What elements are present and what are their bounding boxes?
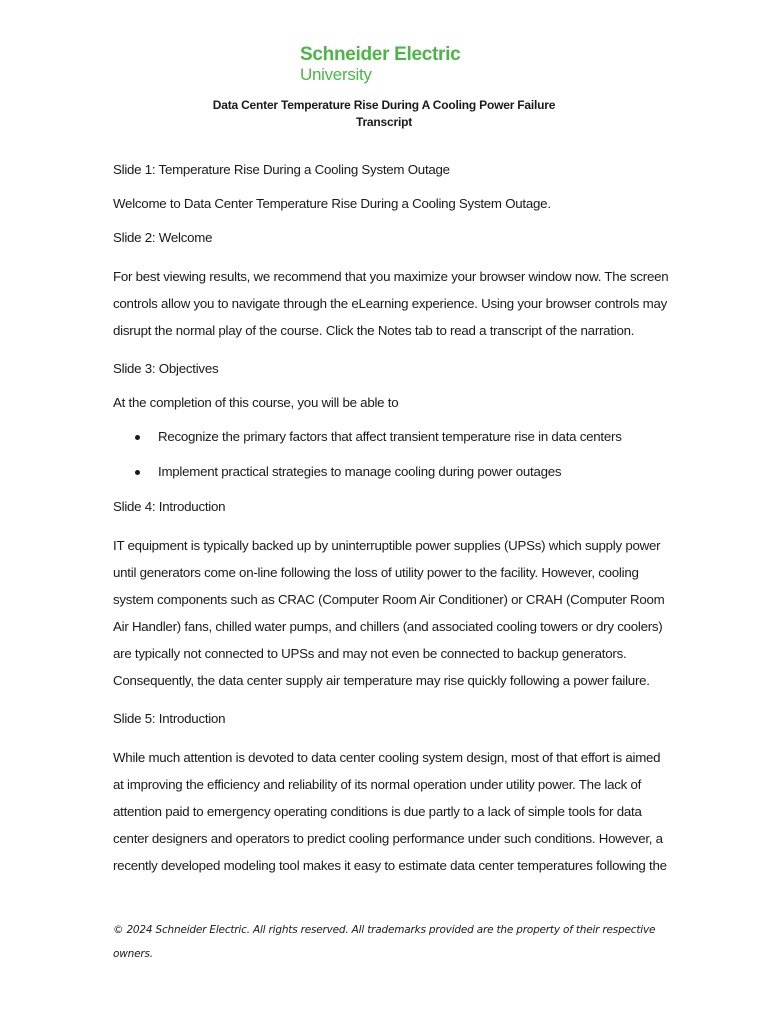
document-title-subtitle: Transcript xyxy=(355,115,413,129)
paragraph-line: are typically not connected to UPSs and may not even be connected to backup generators. xyxy=(113,646,627,661)
document-title-main: Data Center Temperature Rise During A Cooling Power Failure xyxy=(212,98,556,112)
slide-2-paragraph xyxy=(113,263,669,344)
logo-text-line2: University xyxy=(300,65,372,84)
list-item xyxy=(113,463,658,481)
footer-line1: © 2024 Schneider Electric. All rights reserved. All trademarks provided are the property of their respective xyxy=(113,924,656,936)
transcript-body xyxy=(113,161,669,895)
paragraph-line: IT equipment is typically backed up by uninterruptible power supplies (UPSs) which supply power xyxy=(113,538,661,553)
slide-5-heading: Slide 5: Introduction xyxy=(113,711,226,726)
paragraph-line: For best viewing results, we recommend that you maximize your browser window now. The screen xyxy=(113,269,669,284)
paragraph-line: attention paid to emergency operating conditions is due partly to a lack of simple tools for data xyxy=(113,804,642,819)
slide-4-heading: Slide 4: Introduction xyxy=(113,499,226,514)
list-item xyxy=(113,428,658,446)
paragraph-line: controls allow you to navigate through the eLearning experience. Using your browser controls may xyxy=(113,296,667,311)
paragraph-line: center designers and operators to predict cooling performance under such conditions. However, a xyxy=(113,831,663,846)
slide-5-paragraph xyxy=(113,744,667,879)
slide-2-heading: Slide 2: Welcome xyxy=(113,230,213,245)
slide-3-heading: Slide 3: Objectives xyxy=(113,361,219,376)
footer-line2: owners. xyxy=(113,948,153,960)
slide-3-intro: At the completion of this course, you will be able to xyxy=(113,395,399,410)
paragraph-line: disrupt the normal play of the course. Click the Notes tab to read a transcript of the narration. xyxy=(113,323,635,338)
paragraph-line: recently developed modeling tool makes it easy to estimate data center temperatures following the xyxy=(113,858,667,873)
slide-1-heading: Slide 1: Temperature Rise During a Cooling System Outage xyxy=(113,162,450,177)
objectives-list xyxy=(113,428,658,481)
paragraph-line: Consequently, the data center supply air temperature may rise quickly following a power failure. xyxy=(113,673,650,688)
schneider-electric-university-logo xyxy=(300,44,520,84)
slide-1-text: Welcome to Data Center Temperature Rise During a Cooling System Outage. xyxy=(113,196,551,211)
paragraph-line: until generators come on-line following the loss of utility power to the facility. However, cooling xyxy=(113,565,639,580)
paragraph-line: at improving the efficiency and reliability of its normal operation under utility power. The lack of xyxy=(113,777,642,792)
bullet-icon xyxy=(135,435,140,440)
list-item-text: Recognize the primary factors that affect transient temperature rise in data centers xyxy=(158,429,622,444)
paragraph-line: system components such as CRAC (Computer Room Air Conditioner) or CRAH (Computer Room xyxy=(113,592,665,607)
paragraph-line: Air Handler) fans, chilled water pumps, and chillers (and associated cooling towers or dry coolers) xyxy=(113,619,663,634)
copyright-footer xyxy=(113,918,658,966)
slide-4-paragraph xyxy=(113,532,665,694)
bullet-icon xyxy=(135,470,140,475)
logo-text-line1: Schneider Electric xyxy=(300,44,461,65)
document-title xyxy=(0,97,768,131)
paragraph-line: While much attention is devoted to data center cooling system design, most of that effort is aimed xyxy=(113,750,661,765)
list-item-text: Implement practical strategies to manage cooling during power outages xyxy=(158,464,562,479)
